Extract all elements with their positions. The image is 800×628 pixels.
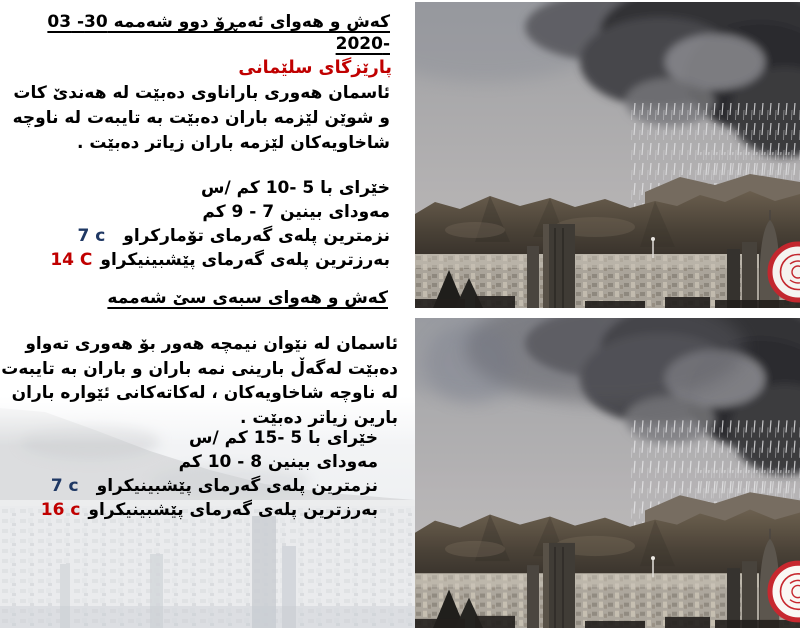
today-report-title: كەش و هەواى ئەمڕۆ دوو شەممە 30- 03 -2020 (47, 12, 390, 54)
province-heading: پارێزگاى سلێمانى (238, 58, 392, 78)
today-min-temp-label: نزمترين پلەى گەرماى تۆماركراو (123, 226, 390, 246)
tomorrow-max-temp (0, 498, 378, 522)
today-forecast-paragraph: ئاسمان هەورى باراناوى دەبێت لە هەندێ كات و شوێن لێزمە باران دەبێت بە تايبەت لە ناوچە شاخاويەكان لێزمە باران زياتر دەبێت . (12, 83, 390, 153)
tomorrow-max-temp-label: بەرزترين پلەى گەرماى پێشبينيكراو (88, 500, 378, 520)
tomorrow-wind-speed: خێراى با 5 -15 كم /س (188, 428, 378, 448)
today-max-temp-value: 14 C (50, 250, 93, 270)
tomorrow-forecast-paragraph: ئاسمان لە نێوان نيمچە هەور بۆ هەورى تەواو دەبێت لەگەڵ بارينى نمە باران و باران بە تايبەت لە ناوچە شاخاويەكان ، لەكاتەكانى ئێوارە باران بارين زياتر دەبێت . (1, 334, 398, 428)
tomorrow-visibility: مەوداى بينين 8 - 10 كم (178, 452, 378, 472)
tomorrow-report-title: كەش و هەواى سبەى سێ شەممە (107, 288, 388, 308)
photo-tomorrow-city-rain (415, 318, 800, 628)
today-max-temp (0, 248, 390, 272)
today-min-temp-value: 7 c (77, 226, 106, 246)
today-visibility: مەوداى بينين 7 - 9 كم (202, 202, 390, 222)
today-stats (0, 176, 400, 272)
tomorrow-stats (0, 426, 400, 522)
tomorrow-max-temp-value: 16 c (40, 500, 81, 520)
tomorrow-min-temp-label: نزمترين پلەى گەرماى پێشبينيكراو (96, 476, 378, 496)
today-min-temp (0, 224, 390, 248)
tomorrow-min-temp-value: 7 c (50, 476, 79, 496)
photo-today-city-rain (415, 2, 800, 308)
today-wind-speed: خێراى با 5 -10 كم /س (200, 178, 390, 198)
today-max-temp-label: بەرزترين پلەى گەرماى پێشبينيكراو (100, 250, 390, 270)
tomorrow-min-temp (0, 474, 378, 498)
